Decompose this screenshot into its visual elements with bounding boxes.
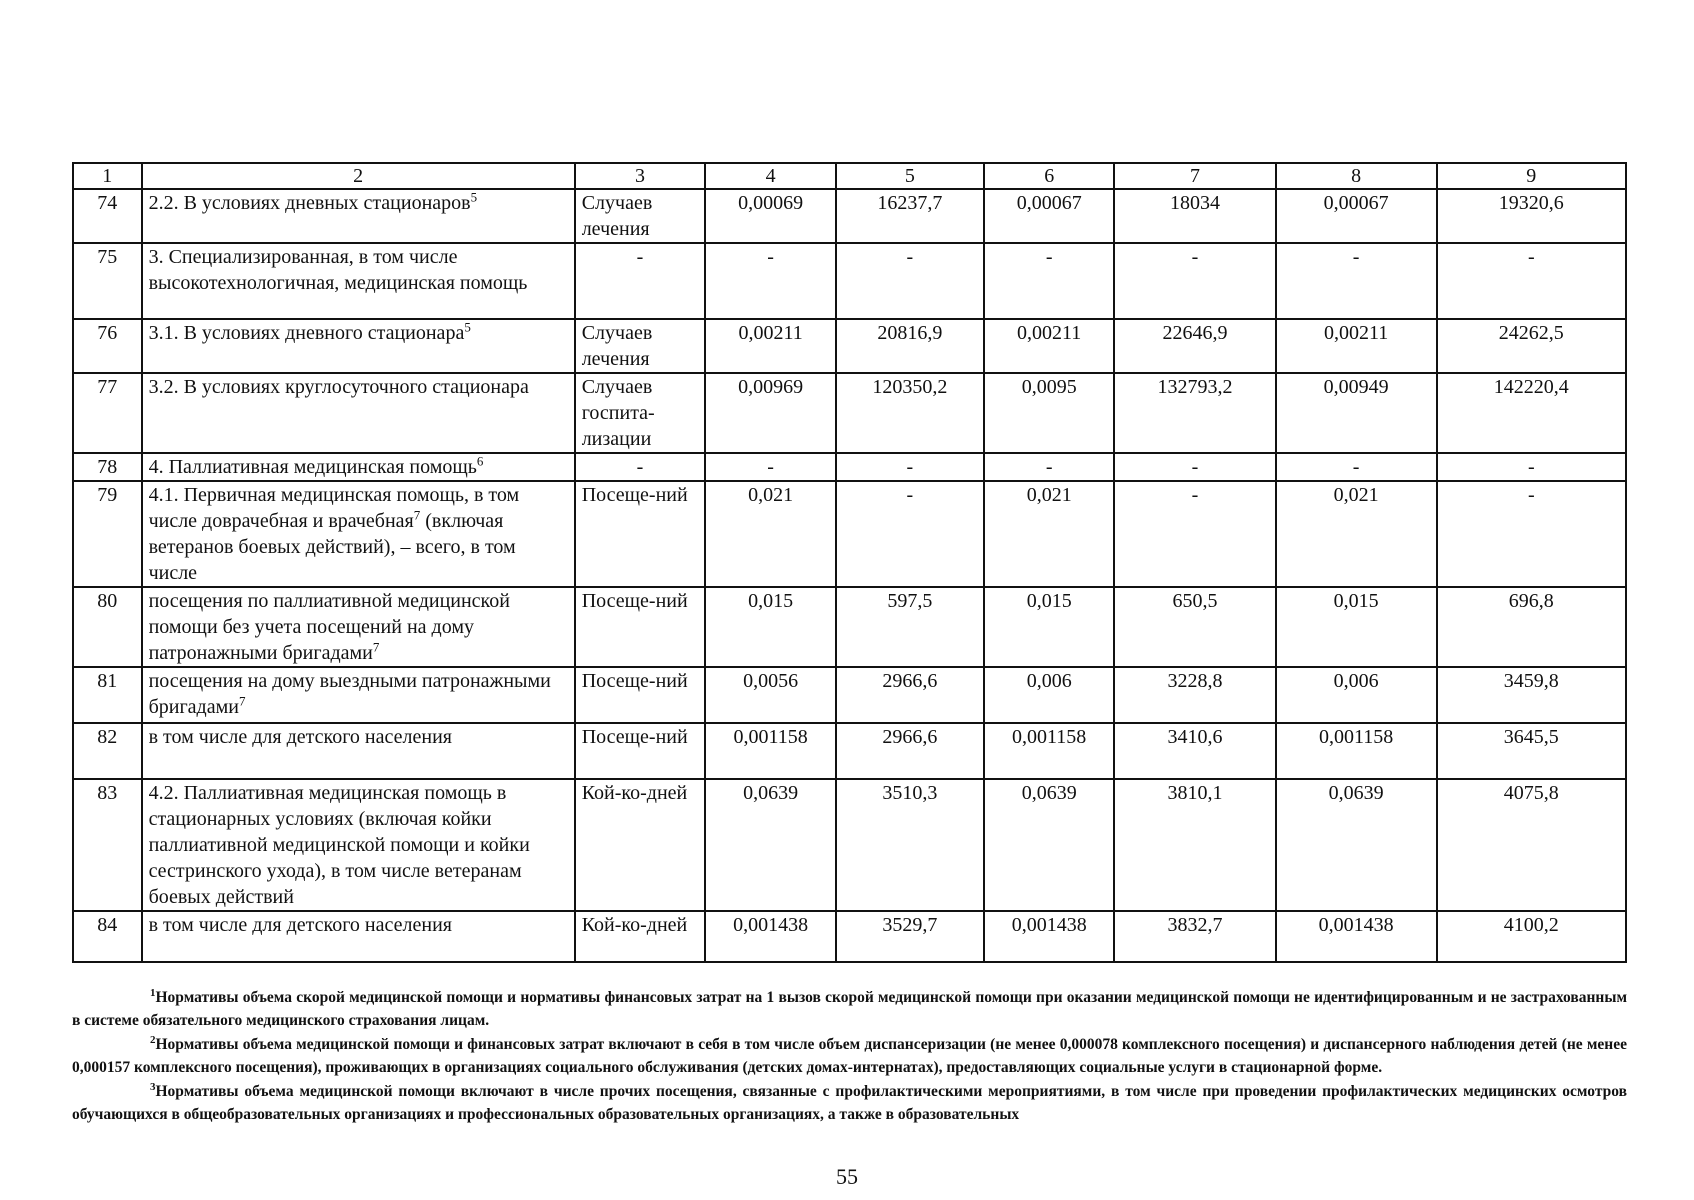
row-number: 81: [73, 667, 142, 723]
value-cell: 3510,3: [836, 779, 984, 911]
normatives-table: [72, 162, 1627, 963]
row-unit: Посеще-ний: [575, 587, 706, 667]
header-cell: 2: [142, 163, 575, 189]
header-cell: 9: [1437, 163, 1626, 189]
value-cell: -: [836, 481, 984, 587]
value-cell: 20816,9: [836, 319, 984, 373]
footnote: $^1$Нормативы объема скорой медицинской помощи и нормативы финансовых затрат на 1 вызов скорой медицинской помощи при оказании медицинской помощи не идентифицированным и не застрахованным в системе обязательного медицинского страхования лицам.: [72, 986, 1627, 1029]
value-cell: 0,0639: [1276, 779, 1437, 911]
value-cell: 0,021: [705, 481, 836, 587]
header-cell: 6: [984, 163, 1115, 189]
value-cell: -: [1437, 453, 1626, 481]
value-cell: 0,006: [984, 667, 1115, 723]
value-cell: 0,001438: [1276, 911, 1437, 962]
row-number: 82: [73, 723, 142, 779]
footnote-ref: 7: [238, 693, 246, 709]
value-cell: -: [836, 243, 984, 319]
footnotes: [72, 987, 1627, 1128]
value-cell: 0,001438: [705, 911, 836, 962]
value-cell: 4075,8: [1437, 779, 1626, 911]
value-cell: 3459,8: [1437, 667, 1626, 723]
value-cell: 132793,2: [1114, 373, 1275, 453]
value-cell: 142220,4: [1437, 373, 1626, 453]
row-number: 74: [73, 189, 142, 243]
row-name: 4.2. Паллиативная медицинская помощь в стационарных условиях (включая койки паллиативной медицинской помощи и койки сестринского ухода), в том числе ветеранам боевых действий: [142, 779, 575, 911]
table-row: [73, 911, 1626, 962]
footnote-mark: 1: [150, 986, 156, 999]
row-unit: Случаев госпита-лизации: [575, 373, 706, 453]
row-name: 3.1. В условиях дневного стационара$^5$: [142, 319, 575, 373]
footnote-mark: 2: [150, 1033, 156, 1046]
value-cell: 3810,1: [1114, 779, 1275, 911]
row-name: 2.2. В условиях дневных стационаров$^5$: [142, 189, 575, 243]
row-number: 84: [73, 911, 142, 962]
value-cell: 696,8: [1437, 587, 1626, 667]
value-cell: 3645,5: [1437, 723, 1626, 779]
value-cell: 0,00211: [1276, 319, 1437, 373]
footnote-ref: 7: [372, 639, 380, 655]
header-cell: 8: [1276, 163, 1437, 189]
footnote-ref: 5: [464, 319, 471, 335]
row-number: 77: [73, 373, 142, 453]
value-cell: -: [1276, 453, 1437, 481]
value-cell: 0,00069: [705, 189, 836, 243]
value-cell: -: [1114, 243, 1275, 319]
value-cell: 0,001158: [705, 723, 836, 779]
row-name: 3.2. В условиях круглосуточного стационара: [142, 373, 575, 453]
value-cell: 3410,6: [1114, 723, 1275, 779]
table-row: [73, 723, 1626, 779]
footnote-mark: 3: [150, 1080, 156, 1093]
row-name: посещения по паллиативной медицинской помощи без учета посещений на дому патронажными бригадами$^7$: [142, 587, 575, 667]
value-cell: 120350,2: [836, 373, 984, 453]
value-cell: 0,021: [984, 481, 1115, 587]
row-number: 80: [73, 587, 142, 667]
value-cell: 0,015: [705, 587, 836, 667]
row-name: в том числе для детского населения: [142, 911, 575, 962]
value-cell: 22646,9: [1114, 319, 1275, 373]
value-cell: 2966,6: [836, 723, 984, 779]
value-cell: 0,00211: [705, 319, 836, 373]
row-number: 78: [73, 453, 142, 481]
value-cell: 0,001438: [984, 911, 1115, 962]
row-number: 83: [73, 779, 142, 911]
footnote-ref: 5: [470, 189, 478, 205]
row-unit: Случаев лечения: [575, 189, 706, 243]
value-cell: 0,0639: [984, 779, 1115, 911]
value-cell: -: [836, 453, 984, 481]
value-cell: 0,00949: [1276, 373, 1437, 453]
value-cell: 3832,7: [1114, 911, 1275, 962]
table-row: [73, 587, 1626, 667]
table-row: [73, 189, 1626, 243]
value-cell: 597,5: [836, 587, 984, 667]
table-row: [73, 481, 1626, 587]
value-cell: 0,0056: [705, 667, 836, 723]
value-cell: 0,00067: [984, 189, 1115, 243]
row-number: 76: [73, 319, 142, 373]
row-unit: Кой-ко-дней: [575, 911, 706, 962]
table-row: [73, 779, 1626, 911]
table-row: [73, 667, 1626, 723]
value-cell: 0,006: [1276, 667, 1437, 723]
value-cell: 0,00969: [705, 373, 836, 453]
value-cell: 3228,8: [1114, 667, 1275, 723]
value-cell: 18034: [1114, 189, 1275, 243]
row-name: 4.1. Первичная медицинская помощь, в том числе доврачебная и врачебная$^7$ (включая ветеранов боевых действий), – всего, в том числе: [142, 481, 575, 587]
page-number: 55: [836, 1164, 858, 1189]
value-cell: -: [1437, 243, 1626, 319]
row-name: 4. Паллиативная медицинская помощь$^6$: [142, 453, 575, 481]
value-cell: 4100,2: [1437, 911, 1626, 962]
row-number: 79: [73, 481, 142, 587]
value-cell: 0,015: [984, 587, 1115, 667]
value-cell: -: [705, 453, 836, 481]
value-cell: 2966,6: [836, 667, 984, 723]
table-row: [73, 373, 1626, 453]
value-cell: 3529,7: [836, 911, 984, 962]
row-unit: -: [575, 243, 706, 319]
row-unit: Посеще-ний: [575, 723, 706, 779]
value-cell: 0,00067: [1276, 189, 1437, 243]
row-unit: Посеще-ний: [575, 667, 706, 723]
footnote: $^3$Нормативы объема медицинской помощи включают в числе прочих посещения, связанные с профилактическими мероприятиями, в том числе при проведении профилактических медицинских осмотров обучающихся в общеобразовательных организациях и профессиональных образовательных организациях, а также в образовательных: [72, 1080, 1627, 1123]
value-cell: -: [705, 243, 836, 319]
header-cell: 4: [705, 163, 836, 189]
footnote-ref: 7: [413, 507, 421, 523]
value-cell: 0,00211: [984, 319, 1115, 373]
header-cell: 3: [575, 163, 706, 189]
value-cell: 0,021: [1276, 481, 1437, 587]
value-cell: 24262,5: [1437, 319, 1626, 373]
header-cell: 5: [836, 163, 984, 189]
footnote: $^2$Нормативы объема медицинской помощи и финансовых затрат включают в себя в том числе объем диспансеризации (не менее 0,000078 комплексного посещения) и диспансерного наблюдения детей (не менее 0,000157 комплексного посещения), проживающих в организациях социального обслуживания (детских домах-интернатах), предоставляющих социальные услуги в стационарной форме.: [72, 1033, 1627, 1076]
row-unit: -: [575, 453, 706, 481]
value-cell: -: [984, 243, 1115, 319]
value-cell: 0,015: [1276, 587, 1437, 667]
row-name: в том числе для детского населения: [142, 723, 575, 779]
table-row: [73, 319, 1626, 373]
value-cell: 0,001158: [1276, 723, 1437, 779]
table-row: [73, 453, 1626, 481]
value-cell: -: [984, 453, 1115, 481]
header-cell: 1: [73, 163, 142, 189]
header-cell: 7: [1114, 163, 1275, 189]
value-cell: 16237,7: [836, 189, 984, 243]
value-cell: 650,5: [1114, 587, 1275, 667]
table-row: [73, 243, 1626, 319]
value-cell: 19320,6: [1437, 189, 1626, 243]
value-cell: -: [1437, 481, 1626, 587]
row-unit: Кой-ко-дней: [575, 779, 706, 911]
value-cell: 0,0639: [705, 779, 836, 911]
row-name: 3. Специализированная, в том числе высокотехнологичная, медицинская помощь: [142, 243, 575, 319]
value-cell: -: [1114, 453, 1275, 481]
row-unit: Случаев лечения: [575, 319, 706, 373]
row-number: 75: [73, 243, 142, 319]
value-cell: -: [1276, 243, 1437, 319]
value-cell: -: [1114, 481, 1275, 587]
value-cell: 0,0095: [984, 373, 1115, 453]
row-unit: Посеще-ний: [575, 481, 706, 587]
row-name: посещения на дому выездными патронажными бригадами$^7$: [142, 667, 575, 723]
table-header-row: [73, 163, 1626, 189]
footnote-ref: 6: [476, 453, 484, 469]
value-cell: 0,001158: [984, 723, 1115, 779]
